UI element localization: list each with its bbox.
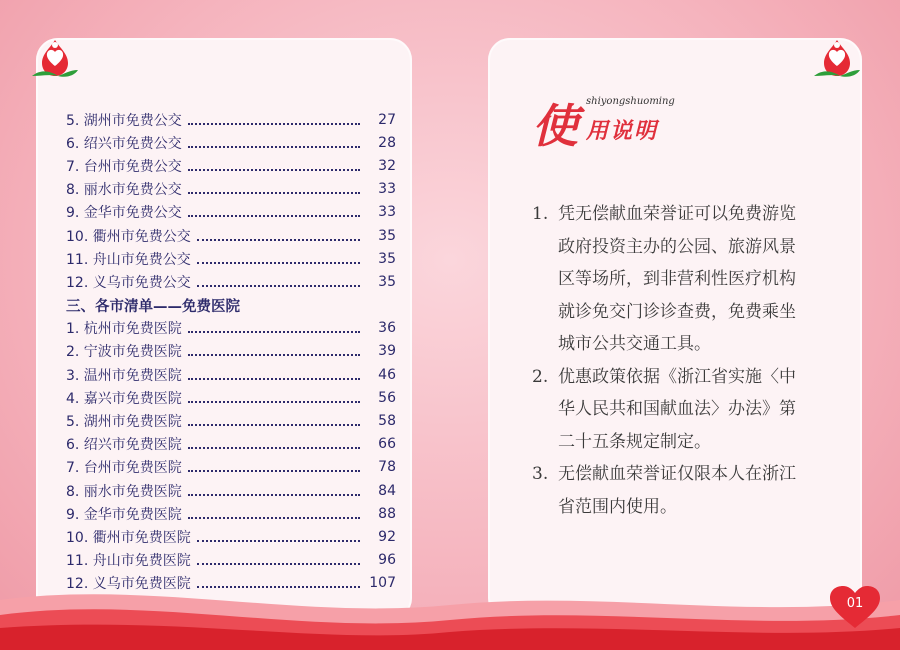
toc-leader-dots [197,262,360,264]
toc-leader-dots [188,123,360,125]
toc-entry [66,502,396,525]
rule-number: 3. [532,464,549,484]
toc-page-number: 66 [378,436,396,453]
toc-entry-label: 三、各市清单——免费医院 [66,298,240,315]
rule-line: 华人民共和国献血法〉办法》第 [558,399,796,419]
toc-entry [66,525,396,548]
toc-entry [66,409,396,432]
toc-page-number: 96 [378,552,396,569]
rule-line: 就诊免交门诊诊查费，免费乘坐 [558,301,796,322]
toc-page-number: 107 [369,575,396,592]
toc-page-number: 32 [378,157,396,174]
toc-entry-label: 6. 绍兴市免费医院 [66,437,182,454]
toc-entry-label: 9. 金华市免费医院 [66,506,182,523]
toc-page-number: 56 [378,389,396,406]
rule-number: 2. [532,366,549,387]
toc-entry-label: 9. 金华市免费公交 [66,205,182,222]
table-of-contents [66,108,396,595]
rule-line: 政府投资主办的公园、旅游风景 [558,236,796,257]
toc-page-number: 28 [378,134,396,151]
toc-leader-dots [188,215,360,217]
rule-text [558,458,832,523]
usage-rule [532,361,832,459]
toc-entry [66,131,396,154]
toc-leader-dots [188,169,360,171]
rule-text [558,361,832,459]
toc-entry-label: 8. 丽水市免费医院 [66,483,182,500]
toc-entry-label: 2. 宁波市免费医院 [66,344,182,361]
toc-page-number: 46 [378,366,396,383]
blood-drop-heart-logo-icon [28,36,82,84]
toc-entry-label: 7. 台州市免费公交 [66,158,182,175]
toc-page-number: 35 [378,273,396,290]
toc-page-number: 33 [378,181,396,198]
toc-entry [66,154,396,177]
toc-entry-label: 12. 义乌市免费公交 [66,274,191,291]
bottom-wave-decoration [0,570,900,650]
toc-entry-label: 5. 湖州市免费公交 [66,112,182,129]
toc-leader-dots [188,447,360,449]
toc-entry [66,178,396,201]
toc-leader-dots [197,540,360,542]
toc-leader-dots [188,470,360,472]
toc-entry-label: 3. 温州市免费医院 [66,367,182,384]
rule-line: 城市公共交通工具。 [558,334,711,354]
toc-leader-dots [188,354,360,356]
toc-entry [66,340,396,363]
toc-entry [66,317,396,340]
toc-page-number: 88 [378,505,396,522]
usage-rules [532,198,832,523]
page-number: 01 [846,596,864,611]
toc-page-number: 36 [378,320,396,337]
toc-entry-label: 6. 绍兴市免费公交 [66,135,182,152]
toc-leader-dots [188,424,360,426]
rule-line: 优惠政策依据《浙江省实施〈中 [558,366,796,387]
toc-entry-label: 8. 丽水市免费公交 [66,182,182,199]
toc-entry [66,224,396,247]
toc-entry-label: 11. 舟山市免费公交 [66,251,191,268]
toc-entry-label: 11. 舟山市免费医院 [66,553,191,570]
toc-entry-label: 10. 衢州市免费公交 [66,228,191,245]
rule-line: 无偿献血荣誉证仅限本人在浙江 [558,464,796,484]
toc-leader-dots [188,146,360,148]
blood-drop-heart-logo-icon [810,36,864,84]
toc-entry [66,549,396,572]
toc-entry [66,456,396,479]
toc-section-heading [66,294,396,317]
toc-entry [66,363,396,386]
page-title [532,90,692,153]
toc-entry [66,108,396,131]
toc-entry-label: 12. 义乌市免费医院 [66,576,191,593]
toc-entry-label: 1. 杭州市免费医院 [66,321,182,338]
title-pinyin: shiyongshuoming [586,96,675,107]
rule-line: 省范围内使用。 [558,496,677,517]
rule-number: 1. [532,204,549,224]
usage-rule [532,198,832,361]
toc-entry-label: 5. 湖州市免费医院 [66,414,182,431]
toc-page-number: 58 [378,413,396,430]
toc-entry [66,201,396,224]
toc-page-number: 92 [378,528,396,545]
toc-entry [66,247,396,270]
toc-entry-label: 7. 台州市免费医院 [66,460,182,477]
toc-entry [66,433,396,456]
toc-leader-dots [188,401,360,403]
toc-entry-label: 4. 嘉兴市免费医院 [66,390,182,407]
toc-leader-dots [188,378,360,380]
usage-rule [532,458,832,523]
toc-entry [66,386,396,409]
rule-line: 二十五条规定制定。 [558,431,711,452]
toc-leader-dots [197,239,360,241]
toc-page-number: 39 [378,343,396,360]
title-rest: 用说明 [586,118,659,144]
title-big-char: 使 [532,99,578,153]
toc-page-number: 78 [378,459,396,476]
rule-line: 区等场所，到非营利性医疗机构 [558,269,796,289]
toc-entry [66,479,396,502]
toc-page-number: 84 [378,482,396,499]
toc-entry-label: 10. 衢州市免费医院 [66,529,191,546]
toc-page-number: 35 [378,227,396,244]
toc-leader-dots [197,563,360,565]
toc-leader-dots [188,494,360,496]
toc-leader-dots [188,192,360,194]
toc-page-number: 33 [378,204,396,221]
toc-page-number: 35 [378,250,396,267]
toc-leader-dots [197,285,360,287]
toc-leader-dots [188,517,360,519]
rule-line: 凭无偿献血荣誉证可以免费游览 [558,204,796,224]
toc-leader-dots [188,331,360,333]
rule-text [558,198,832,361]
toc-page-number: 27 [378,111,396,128]
toc-entry [66,270,396,293]
